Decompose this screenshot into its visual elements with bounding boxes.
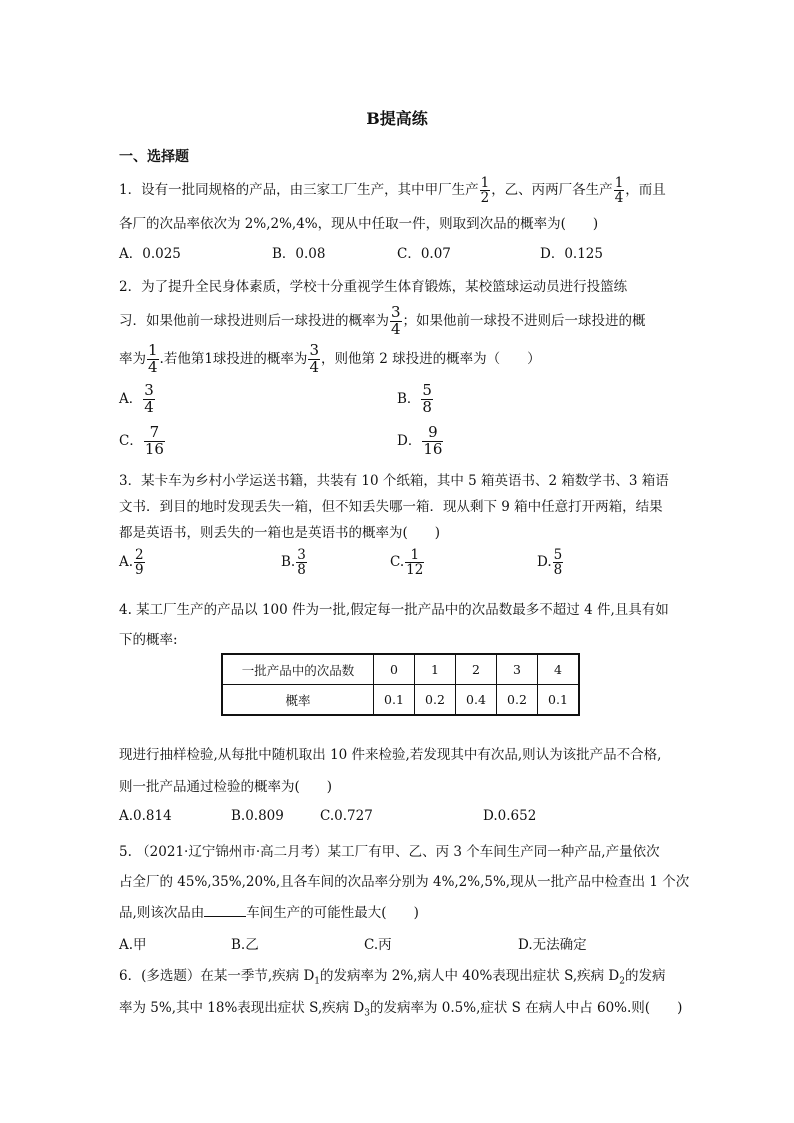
q1-option-d: D．0.125 <box>540 246 603 262</box>
table-header-defects: 一批产品中的次品数 <box>222 654 374 685</box>
q4-option-b: B.0.809 <box>231 808 284 824</box>
q4-line4: 则一批产品通过检验的概率为( ) <box>119 779 333 795</box>
q3-line3: 都是英语书，则丢失的一箱也是英语书的概率为( ) <box>119 525 441 541</box>
q4-line3: 现进行抽样检验,从每批中随机取出 10 件来检验,若发现其中有次品,则认为该批产品不合格, <box>119 747 662 763</box>
q4-line1: 4. 某工厂生产的产品以 100 件为一批,假定每一批产品中的次品数最多不超过 4 件,且具有如 <box>119 602 669 618</box>
q2-line1: 2．为了提升全民身体素质，学校十分重视学生体育锻炼，某校篮球运动员进行投篮练 <box>119 279 628 295</box>
q6-line2: 率为 5%,其中 18%表现出症状 S,疾病 $D_3$的发病率为 0.5%,症状 S 在病人中占 60%.则( ) <box>119 1000 683 1019</box>
q1-fraction-2: $\frac{1}{4}$ <box>614 175 624 207</box>
q3-line2: 文书．到目的地时发现丢失一箱，但不知丢失哪一箱．现从剩下 9 箱中任意打开两箱，结果 <box>119 499 663 515</box>
q1-option-a: A．0.025 <box>119 246 181 262</box>
q5-line2: 占全厂的 45%,35%,20%,且各车间的次品率分别为 4%,2%,5%,现从一批产品中检查出 1 个次 <box>119 874 690 890</box>
q5-line1: 5. （2021·辽宁锦州市·高二月考）某工厂有甲、乙、丙 3 个车间生产同一种产品,产量依次 <box>119 844 660 860</box>
q3-option-b: B. $\frac{3}{8}$ <box>281 547 306 579</box>
table-row: 概率 0.1 0.2 0.4 0.2 0.1 <box>222 685 579 716</box>
q1-text-b: ，乙、丙两厂各生产 <box>491 182 613 199</box>
q2-fraction-2: $\frac{1}{4}$ <box>148 341 158 376</box>
q4-option-d: D.0.652 <box>483 808 537 824</box>
q2-option-c: C． $\frac{7}{16}$ <box>119 423 164 458</box>
q3-option-d: D. $\frac{5}{8}$ <box>537 547 563 579</box>
table-row: 一批产品中的次品数 0 1 2 3 4 <box>222 654 579 685</box>
q5-option-a: A.甲 <box>119 937 147 953</box>
q5-option-d: D.无法确定 <box>518 937 587 953</box>
q2-option-b: B． $\frac{5}{8}$ <box>397 381 432 416</box>
q3-option-c: C. $\frac{1}{12}$ <box>390 547 424 579</box>
q1-option-b: B．0.08 <box>272 246 326 262</box>
q6-line1: 6．(多选题）在某一季节,疾病 $D_1$的发病率为 2%,病人中 40%表现出症状 S,疾病 $D_2$的发病 <box>119 968 666 987</box>
q5-option-b: B.乙 <box>231 937 259 953</box>
q3-option-a: A. $\frac{2}{9}$ <box>119 547 144 579</box>
q2-option-a: A． $\frac{3}{4}$ <box>119 381 154 416</box>
q4-option-c: C.0.727 <box>320 808 373 824</box>
answer-blank <box>204 904 246 917</box>
q5-option-c: C.丙 <box>364 937 392 953</box>
q5-line3: 品,则该次品由 车间生产的可能性最大( ) <box>119 905 419 921</box>
page-title: B提高练 <box>366 109 428 128</box>
section-heading: 一、选择题 <box>119 149 189 165</box>
q2-fraction-3: $\frac{3}{4}$ <box>309 341 319 376</box>
q1-fraction-1: $\frac{1}{2}$ <box>480 175 490 207</box>
q1-line1 <box>119 176 666 205</box>
probability-table <box>221 653 580 716</box>
q1-text-c: ，而且 <box>625 182 666 199</box>
q2-line3: 率为 $\frac{1}{4}$ .若他第1球投进的概率为 $\frac{3}{4}$ ，则他第 2 球投进的概率为（ ） <box>119 341 541 376</box>
table-header-probability: 概率 <box>222 685 374 716</box>
q2-fraction-1: $\frac{3}{4}$ <box>391 303 401 338</box>
q2-line2: 习．如果他前一球投进则后一球投进的概率为 $\frac{3}{4}$ ；如果他前一球投不进则后一球投进的概 <box>119 303 646 338</box>
q4-option-a: A.0.814 <box>119 808 172 824</box>
q1-line2: 各厂的次品率依次为 2%,2%,4%，现从中任取一件，则取到次品的概率为( ) <box>119 216 599 232</box>
q3-line1: 3．某卡车为乡村小学运送书籍，共装有 10 个纸箱，其中 5 箱英语书、2 箱数学书、3 箱语 <box>119 473 669 489</box>
q4-line2: 下的概率: <box>119 632 178 648</box>
q1-text-a: 1．设有一批同规格的产品，由三家工厂生产，其中甲厂生产 <box>119 182 479 199</box>
q1-option-c: C．0.07 <box>397 246 451 262</box>
q2-option-d: D． $\frac{9}{16}$ <box>397 423 443 458</box>
